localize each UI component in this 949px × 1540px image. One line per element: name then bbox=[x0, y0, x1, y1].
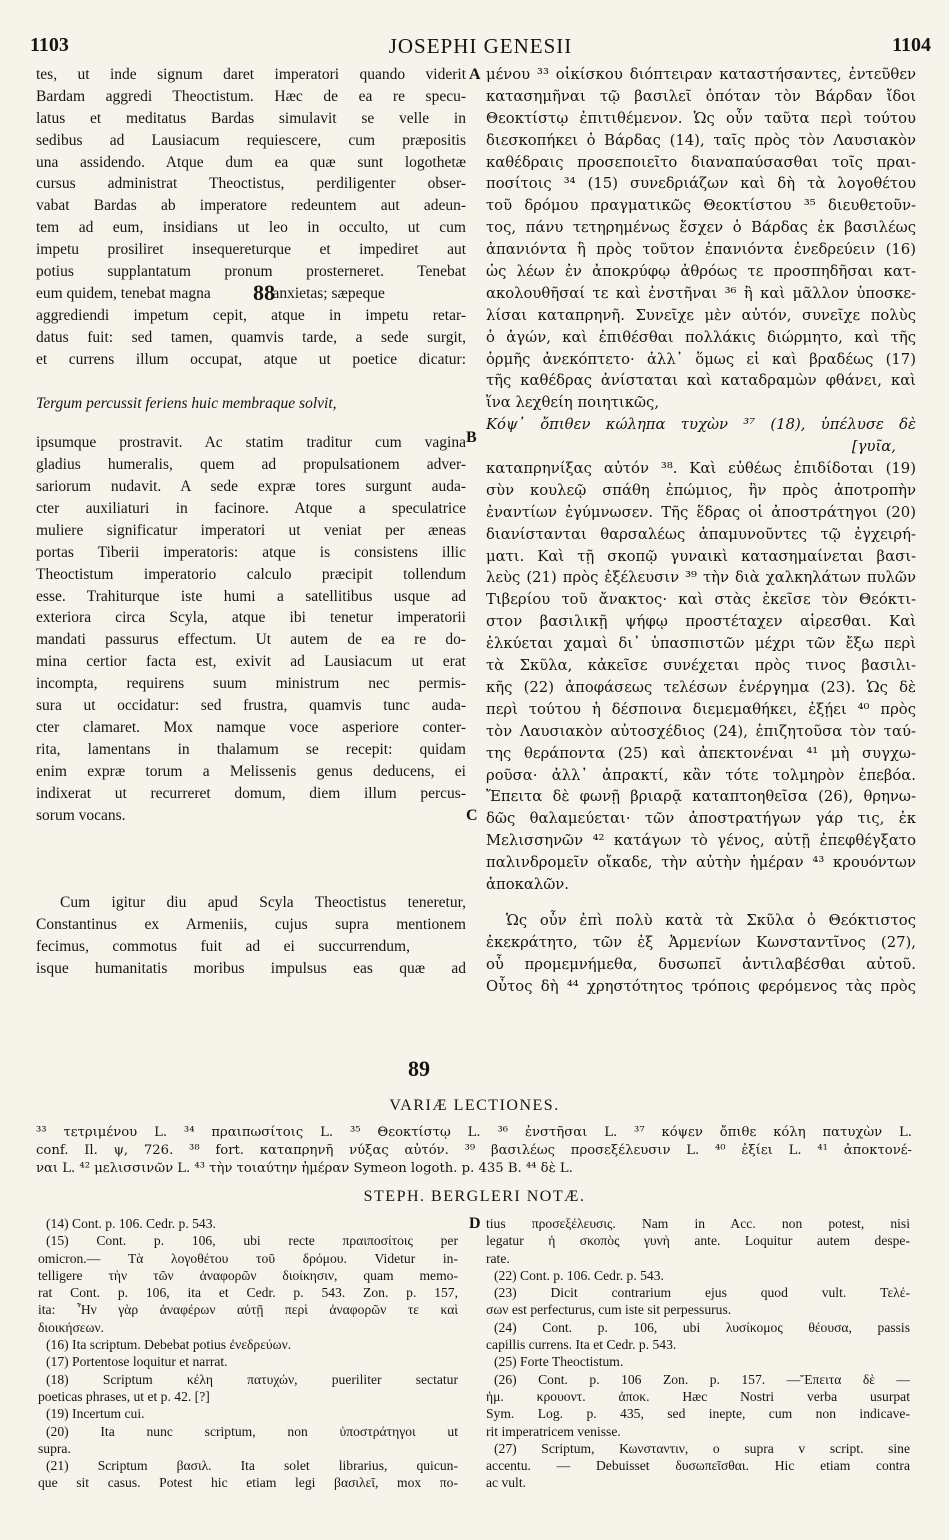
text-line: muliere significatur imperatori ut veniat per æneas bbox=[36, 521, 466, 539]
running-header bbox=[30, 34, 931, 62]
text-line: Θεοκτίστῳ ἐπιτιθέμενον. Ὡς οὖν ταῦτα περὶ τούτου bbox=[486, 109, 916, 127]
note-line: (16) Ita scriptum. Debebat potius ἐνεδρεύων. bbox=[46, 1337, 292, 1353]
text-line: κῆς (22) ἀποφάσεως τελέσων ἐνέργημα (23). Ὡς δὲ bbox=[486, 678, 916, 696]
text-line: στον βασιλικῇ ψήφῳ προστέταχεν αἱρεσθαι. Καὶ bbox=[486, 613, 916, 631]
text-line: mandati passurus effectum. Ut autem de ea re do- bbox=[36, 631, 466, 649]
text-line: cter auxiliaturi in facinore. Atque a speculatrice bbox=[36, 500, 466, 518]
text-line: Constantinus ex Armeniis, cujus supra mentionem bbox=[36, 916, 466, 934]
text-line: esse. Trahiturque iste humi a satellitibus usque ad bbox=[36, 587, 466, 605]
text-line: Theoctistum imperatorio calculo præcipit tollendum bbox=[36, 565, 466, 583]
text-line: τος, πάνυ τετηρημένως ἔσχεν ὁ Βάρδας ἐκ βασιλέως bbox=[486, 219, 916, 237]
text-line: datus fuit: sed tamen, quamvis tarde, a sede surgit, bbox=[36, 328, 466, 346]
note-line: rat Cont. p. 106, ita et Cedr. p. 543. Zon. p. 157, bbox=[38, 1285, 458, 1301]
text-line: Ἔπειτα δὲ φωνῇ βριαρᾷ καταπτοηθεῖσα (26), θρηνω- bbox=[486, 788, 916, 806]
running-title: JOSEPHI GENESII bbox=[388, 34, 573, 58]
text-line: λίσαι καταπρηνῆ. Συνεῖχε μὲν αὐτόν, συνεῖχε πολὺς bbox=[486, 306, 916, 324]
text-line: ipsumque prostravit. Ac statim traditur cum vagina bbox=[36, 434, 466, 452]
text-line: ἐκεκράτητο, τῶν ἐξ Ἀρμενίων Κωνσταντῖνος (27), bbox=[486, 933, 916, 951]
text-line: mina certior facta est, exivit ad Lausiacum ut erat bbox=[36, 653, 466, 671]
text-line: sedibus ad Lausiacum requiescere, cum præpositis bbox=[36, 131, 466, 149]
text-line: enim expræ torum a Melissenis genus deducens, ei bbox=[36, 762, 466, 780]
text-line: sariorum nudavit. A sede expræ tores surgunt auda- bbox=[36, 478, 466, 496]
note-line: ac vult. bbox=[486, 1475, 527, 1491]
text-line: tem ad eum, insidians ut leo in occulto, ut cum bbox=[36, 219, 466, 237]
text-line: σὺν κουλεῷ σπάθη ἐπώμιος, ἣν πρὸς ἀποτροπὴν bbox=[486, 481, 916, 499]
notes-left-column bbox=[38, 1215, 458, 1492]
variant-line: conf. Il. ψ, 726. ³⁸ fort. καταπρηνῆ νύξας αὐτόν. ³⁹ βασιλέως προσεξέλευσιν L. ⁴⁰ ἐξίει L. ⁴¹ ἀποκτονέ- bbox=[36, 1143, 912, 1158]
note-line: legatur ἡ σκοπὸς γυνὴ ante. Loquitur autem despe- bbox=[486, 1233, 910, 1249]
text-line: et currens illum occupat, atque ut poetice dicatur: bbox=[36, 350, 466, 368]
note-line: (23) Dicit contrarium ejus quod vult. Τελέ- bbox=[494, 1285, 910, 1301]
variant-line: ναι L. ⁴² μελισσινῶν L. ⁴³ τὴν τοιαύτην ἡμέραν Symeon logoth. p. 435 B. ⁴⁴ δὲ L. bbox=[36, 1161, 573, 1176]
text-line: δῶς θαλαμεύεται· τῶν ἀποστρατήγων γάρ τις, ἐκ bbox=[486, 810, 916, 828]
note-line: (20) Ita nunc scriptum, non ὑποστράτηγοι ut bbox=[46, 1423, 458, 1439]
greek-verse-continuation: [γυῖα, bbox=[851, 438, 896, 456]
note-line: διοικήσεων. bbox=[38, 1319, 105, 1335]
note-line: poeticas phrases, ut et p. 42. [?] bbox=[38, 1388, 210, 1404]
text-line: impetu prosiliret insequereturque et impediret aut bbox=[36, 241, 466, 259]
text-line: Τιβερίου τοῦ ἄνακτος· καὶ στὰς ἐκεῖσε τὸν Θεόκτι- bbox=[486, 591, 916, 609]
latin-top-paragraph bbox=[36, 64, 466, 370]
section-number-89: 89 bbox=[408, 1056, 430, 1081]
variae-lectiones bbox=[36, 1124, 912, 1178]
text-line-with-marker bbox=[36, 283, 466, 305]
text-line: της θεράποντα (25) καὶ ἀπεκτονέναι ⁴¹ μὴ συγχω- bbox=[486, 744, 916, 762]
note-line: capillis currens. Ita et Cedr. p. 543. bbox=[486, 1337, 677, 1353]
text-line: ὁρμῆς ἀνεκόπτετο· ἀλλ᾽ ὅμως εἰ καὶ βραδέως (17) bbox=[486, 350, 916, 368]
text-fragment: anxietas; sæpeque bbox=[272, 284, 385, 302]
text-line: cter clamaret. Mox namque voce asperiore conter- bbox=[36, 718, 466, 736]
note-line: rate. bbox=[486, 1250, 510, 1266]
text-line: ἀπανιόντα ἢ πρὸς τοῦτον ἐπανιόντα ἐνεδρεύειν (16) bbox=[486, 241, 916, 259]
note-line: ita: Ἦν γὰρ ἀναφέρων αὐτῇ περὶ ἀναφορῶν τε καὶ bbox=[38, 1302, 458, 1318]
text-line: ποσίτοις ³⁴ (15) συνεδριάζων καὶ δὴ τὰ λογοθέτου bbox=[486, 175, 916, 193]
latin-verse-quote: Tergum percussit feriens huic membraque solvit, bbox=[36, 395, 337, 413]
text-line: tes, ut inde signum daret imperatori quando viderit bbox=[36, 66, 466, 83]
text-line: ὡς λέων ἐν ἀποκρύφῳ ἀθρόως τε προσπηδῆσαι κατ- bbox=[486, 263, 916, 281]
text-line: τοῦ δρόμου πραγματικῶς Θεοκτίστου ³⁵ διευθετοῦν- bbox=[486, 197, 916, 215]
text-line: λεὺς (21) πρὸς ἐξέλευσιν ³⁹ τὴν διὰ χαλκηλάτων πυλῶν bbox=[486, 569, 916, 587]
text-line: διανίστανται θαρσαλέως ἀπαμυνοῦντες τῷ ἐγχειρή- bbox=[486, 525, 916, 543]
text-line: una assidendo. Atque dum ea quæ sunt logothetæ bbox=[36, 153, 466, 171]
text-line: sura ut occidatur: sed frustra, quamvis tunc auda- bbox=[36, 697, 466, 715]
text-line: ἐναντίων ἐγύμνωσεν. Τῆς ἕδρας οἱ ἀποστράτηγοι (20) bbox=[486, 503, 916, 521]
text-line: ματι. Καὶ τῇ σκοπῷ γυναικὶ κατασημαίνεται βασι- bbox=[486, 547, 916, 565]
note-line: (25) Forte Theoctistum. bbox=[494, 1354, 624, 1370]
note-line: (18) Scriptum κέλη πατυχών, pueriliter sectatur bbox=[46, 1371, 458, 1387]
text-line: καθέδραις προσεποιεῖτο διαναπαύσασθαι τοῖς πραι- bbox=[486, 153, 916, 171]
text-line: rita, lamentans in thalamum se recepit: quidam bbox=[36, 740, 466, 758]
margin-letter-c: C bbox=[466, 807, 478, 824]
note-line: (24) Cont. p. 106, ubi λυσίκομος θέουσα, passis bbox=[494, 1319, 910, 1335]
right-page-number: 1104 bbox=[892, 34, 931, 56]
variae-lectiones-title: VARIÆ LECTIONES. bbox=[389, 1097, 560, 1114]
greek-verse-quote: Κόψ᾽ ὄπιθεν κώληπα τυχὼν ³⁷ (18), ὑπέλυσε δὲ bbox=[486, 416, 916, 434]
text-line: latus et meditatus Bardas simulavit se velle in bbox=[36, 109, 466, 127]
note-line: (15) Cont. p. 106, ubi recte πραιποσίτοις per bbox=[46, 1233, 458, 1249]
text-line: sorum vocans. bbox=[36, 806, 126, 824]
text-line: καταπρηνίξας αὐτόν ³⁸. Καὶ εὐθέως ἐπιδίδοται (19) bbox=[486, 460, 916, 478]
text-line: τῆς καθέδρας ἀνίσταται καὶ καταδραμὼν φθάνει, καὶ bbox=[486, 372, 916, 390]
note-line: (19) Incertum cui. bbox=[46, 1406, 145, 1422]
text-line: incompta, requirens suum ministrum nec permis- bbox=[36, 675, 466, 693]
margin-letter-a: A bbox=[469, 66, 481, 83]
text-line: aggrediendi impetum cepit, atque in impetu retar- bbox=[36, 306, 466, 324]
text-line: ἵνα λεχθείη ποιητικῶς, bbox=[486, 394, 660, 412]
text-line: τὰ Σκῦλα, κἀκεῖσε συνέχεται πρὸς τινος βασιλι- bbox=[486, 657, 916, 675]
note-line: accentu. — Debuisset δυσωπεῖσθαι. Hic etiam contra bbox=[486, 1458, 910, 1474]
text-line: Cum igitur diu apud Scyla Theoctistus teneretur, bbox=[60, 894, 466, 912]
margin-letter-b: B bbox=[466, 429, 477, 446]
latin-bottom-paragraph bbox=[36, 892, 466, 980]
text-line: potius supplantatum pronum prosterneret. Tenebat bbox=[36, 263, 466, 281]
text-line: exteriora circa Scyla, atque ibi tenetur imperatorii bbox=[36, 609, 466, 627]
section-number-88: 88 bbox=[253, 280, 275, 305]
text-fragment: eum quidem, tenebat magna bbox=[36, 284, 211, 302]
note-line: (17) Portentose loquitur et narrat. bbox=[46, 1354, 228, 1370]
text-line: παλινδρομεῖν οἴκαδε, τὴν αὐτὴν ἡμέραν ⁴³ κρουόντων bbox=[486, 854, 916, 872]
text-line: τὸν Λαυσιακὸν αὐτοσχέδιος (24), ἐπιζητοῦσα τὸν ταύ- bbox=[486, 722, 916, 740]
note-line: telligere τὴν τῶν ἀναφορῶν διοίκησιν, quam memo- bbox=[38, 1267, 458, 1283]
text-line: Οὗτος δὴ ⁴⁴ χρηστότητος τρόποις φερόμενος τὰς πρὸς bbox=[486, 977, 916, 995]
note-line: rit imperatricem venisse. bbox=[486, 1423, 621, 1439]
greek-middle-paragraph bbox=[486, 458, 916, 896]
text-line: ροῦσα· ἀλλ᾽ ἀπρακτί, κἂν τότε τολμηρὸν ἐπεβόα. bbox=[486, 766, 916, 784]
greek-column bbox=[486, 64, 916, 997]
text-line: Μελισσηνῶν ⁴² κατάγων τὸ γένος, αὐτῇ ἐπεφθέγξατο bbox=[486, 832, 916, 850]
text-line: οὗ προμεμνήμεθα, δυσωπεῖ ἀντιλαβέσθαι αὐτοῦ. bbox=[486, 955, 916, 973]
left-page-number: 1103 bbox=[30, 34, 69, 56]
text-line: Ὡς οὖν ἐπὶ πολὺ κατὰ τὰ Σκῦλα ὁ Θεόκτιστος bbox=[506, 911, 916, 929]
text-line: gladius humeralis, quem ad propulsationem adver- bbox=[36, 456, 466, 474]
note-line: (26) Cont. p. 106 Zon. p. 157. —Ἔπειτα δὲ — bbox=[494, 1371, 910, 1387]
text-line: vabat Bardas ab imperatore redeuntem aut adeun- bbox=[36, 197, 466, 215]
text-line: διεσκοπήκει ὁ Βάρδας (14), ταῖς πρὸς τὸν Λαυσιακὸν bbox=[486, 131, 916, 149]
note-line: ἡμ. κρουοντ. ἀποκ. Hæc Nostri verba usurpat bbox=[486, 1388, 910, 1404]
latin-middle-paragraph bbox=[36, 432, 466, 826]
note-line: (21) Scriptum βασιλ. Ita solet librarius, quicun- bbox=[46, 1458, 458, 1474]
greek-bottom-paragraph bbox=[486, 910, 916, 998]
text-line: ὁ ἀγών, καὶ ἐπιθέσθαι πολλάκις διώρμητο, καὶ τῆς bbox=[486, 328, 916, 346]
text-line: ἑλκύεται χαμαὶ δι᾽ ὑπασπιστῶν μέχρι τῶν ἔξω περὶ bbox=[486, 635, 916, 653]
note-line: tius προσεξέλευσις. Nam in Acc. non potest, nisi bbox=[486, 1216, 910, 1231]
text-line: κατασημῆναι τῷ βασιλεῖ ὁπόταν τὸν Βάρδαν ἴδοι bbox=[486, 87, 916, 105]
text-line: cursus administrat Theoctistus, perdiligenter obser- bbox=[36, 175, 466, 193]
text-line: περὶ τούτου ἡ δέσποινα διεμεμαθήκει, ἐξῄει ⁴⁰ πρὸς bbox=[486, 700, 916, 718]
margin-letter-d: D bbox=[469, 1215, 481, 1232]
text-line: indixerat ut recurreret domum, diem illum percus- bbox=[36, 784, 466, 802]
text-line: ακολουθῆσαί τε καὶ ἐνστῆναι ³⁶ ἢ καὶ μᾶλλον ὑποσκε- bbox=[486, 284, 916, 302]
note-line: que sit casus. Potest hic etiam legi βασιλεῖ, mox πο- bbox=[38, 1475, 458, 1491]
text-line: Bardam aggredi Theoctistum. Hæc de ea re specu- bbox=[36, 87, 466, 105]
note-line: σων est perfecturus, cum iste sit perpessurus. bbox=[486, 1302, 732, 1318]
note-line: supra. bbox=[38, 1440, 71, 1456]
note-line: (27) Scriptum, Κωνσταντιν, o supra v script. sine bbox=[494, 1440, 910, 1456]
text-line: ἀποκαλῶν. bbox=[486, 875, 570, 893]
variant-line: ³³ τετριμένου L. ³⁴ πραιπωσίτοις L. ³⁵ Θεοκτίστῳ L. ³⁶ ἐνστῆσαι L. ³⁷ κόψεν ὄπιθε κόλη πατυχὼν L. bbox=[36, 1125, 912, 1140]
note-line: omicron.— Τὰ λογοθέτου τοῦ δρόμου. Videtur in- bbox=[38, 1250, 458, 1266]
greek-top-paragraph bbox=[486, 64, 916, 414]
text-line: μένου ³³ οἰκίσκου διόπτειραν καταστήσαντες, ἐντεῦθεν bbox=[486, 66, 916, 83]
text-line: portas Tiberii imperatoris: atque is consistens illic bbox=[36, 543, 466, 561]
text-line: isque humanitatis moribus impulsus eas quæ ad bbox=[36, 960, 466, 978]
note-line: (22) Cont. p. 106. Cedr. p. 543. bbox=[494, 1267, 664, 1283]
text-line: fecimus, commotus fuit ad ei succurrendum, bbox=[36, 938, 410, 956]
note-line: Sym. Log. p. 435, sed inepte, cum non indicave- bbox=[486, 1406, 910, 1422]
latin-column bbox=[36, 64, 466, 980]
note-line: (14) Cont. p. 106. Cedr. p. 543. bbox=[46, 1216, 216, 1231]
notae-title: STEPH. BERGLERI NOTÆ. bbox=[363, 1188, 586, 1205]
notes-right-column bbox=[486, 1215, 910, 1492]
